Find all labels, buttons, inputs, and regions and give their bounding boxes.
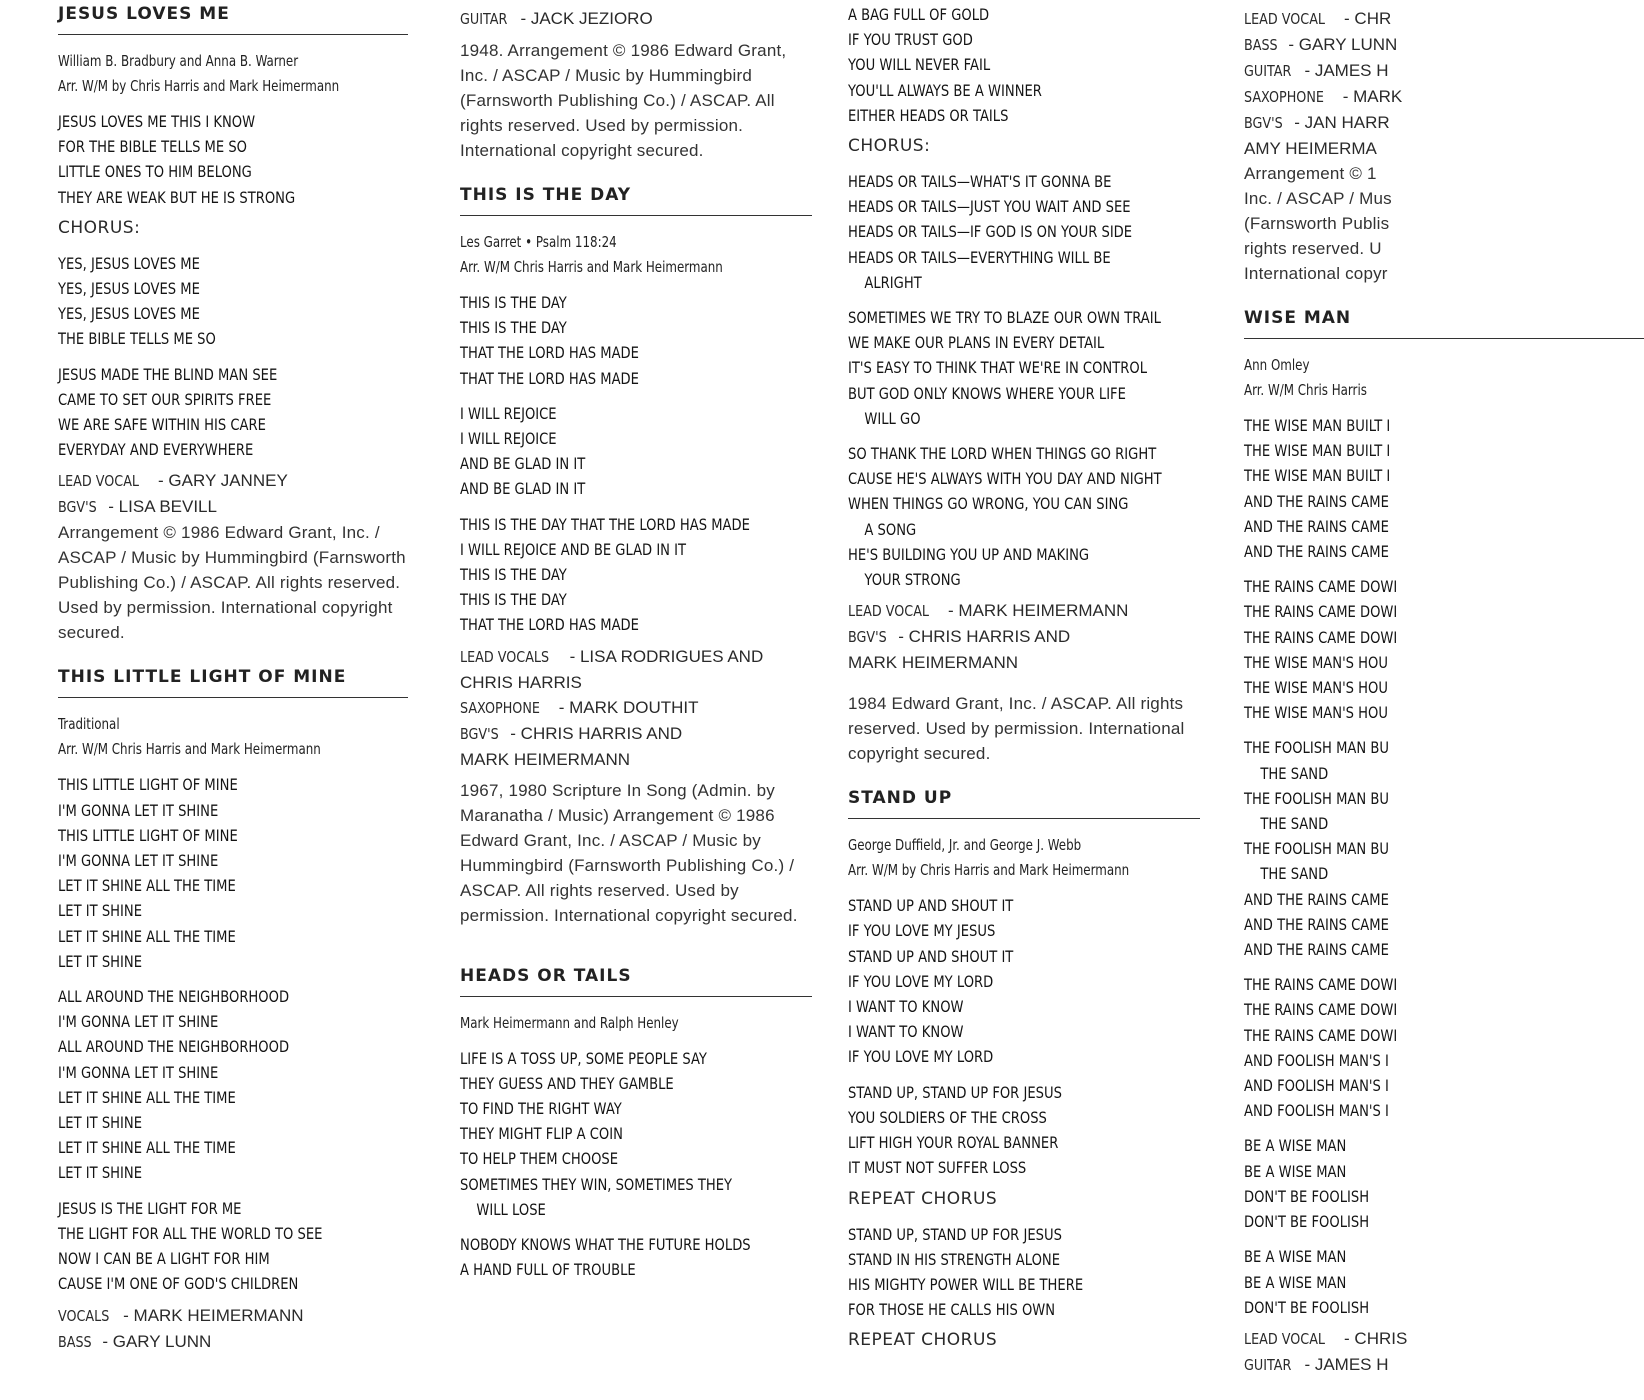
lyric-line: YES, JESUS LOVES ME: [58, 279, 200, 299]
lyric-line: YOU SOLDIERS OF THE CROSS: [848, 1107, 1047, 1127]
lyric-line: AND FOOLISH MAN'S I: [1244, 1050, 1389, 1070]
verse: [460, 512, 812, 638]
lyric-line: THE WISE MAN'S HOU: [1244, 652, 1388, 672]
lyric-line: THAT THE LORD HAS MADE: [460, 343, 639, 363]
lyric-line: LET IT SHINE ALL THE TIME: [58, 1087, 236, 1107]
lyric-line: ALRIGHT: [864, 272, 922, 292]
verse: [1244, 735, 1644, 962]
lyric-line: AND BE GLAD IN IT: [460, 479, 586, 499]
verse: [460, 1046, 812, 1222]
verse: [58, 1196, 408, 1297]
lyric-line: THIS IS THE DAY: [460, 565, 567, 585]
lyric-line: THAT THE LORD HAS MADE: [460, 615, 639, 635]
lyric-line: A BAG FULL OF GOLD: [848, 5, 990, 24]
lyric-line: YOU WILL NEVER FAIL: [848, 55, 991, 75]
musician-credit: BASS - GARY LUNN: [1244, 35, 1398, 54]
song-title-jesus-loves-me: JESUS LOVES ME: [58, 4, 408, 35]
lyric-line: YOUR STRONG: [864, 570, 961, 590]
verse: [1244, 413, 1644, 564]
lyric-line: CAUSE I'M ONE OF GOD'S CHILDREN: [58, 1274, 299, 1294]
lyric-line: LET IT SHINE: [58, 951, 143, 971]
lyric-line: THE FOOLISH MAN BU: [1244, 738, 1389, 758]
songwriter-credit: William B. Bradbury and Anna B. Warner: [58, 52, 299, 70]
lyric-line: THE RAINS CAME DOWI: [1244, 577, 1398, 597]
repeat-chorus-label: REPEAT CHORUS: [848, 1188, 998, 1209]
column-4: [1244, 0, 1644, 1378]
song-title-stand-up: STAND UP: [848, 788, 1200, 819]
copyright-notice: Arrangement © 1 Inc. / ASCAP / Mus (Farnsworth Publis rights reserved. U International copyr: [1244, 164, 1392, 283]
lyric-line: FOR THOSE HE CALLS HIS OWN: [848, 1300, 1056, 1320]
verse: [1244, 574, 1644, 725]
arranger-credit: Arr. W/M Chris Harris and Mark Heimermann: [460, 258, 723, 276]
songwriter-credit: Les Garret • Psalm 118:24: [460, 233, 617, 251]
lyric-line: I'M GONNA LET IT SHINE: [58, 1012, 219, 1032]
lyric-line: IF YOU LOVE MY JESUS: [848, 921, 996, 941]
lyric-line: HEADS OR TAILS—EVERYTHING WILL BE: [848, 247, 1111, 267]
lyric-line: ALL AROUND THE NEIGHBORHOOD: [58, 987, 290, 1007]
copyright-notice: 1984 Edward Grant, Inc. / ASCAP. All rights reserved. Used by permission. International copyright secured.: [848, 694, 1185, 764]
verse: [460, 1232, 812, 1282]
lyric-line: LITTLE ONES TO HIM BELONG: [58, 162, 252, 182]
musician-credit: LEAD VOCALS - LISA RODRIGUES AND: [460, 646, 764, 666]
copyright-notice: 1948. Arrangement © 1986 Edward Grant, Inc. / ASCAP / Music by Hummingbird (Farnsworth Publishing Co.) / ASCAP. All rights reserved. Used by permission. International copyright secured.: [460, 41, 787, 160]
lyric-line: WE ARE SAFE WITHIN HIS CARE: [58, 415, 266, 435]
songwriter-credit: Ann Omley: [1244, 356, 1310, 374]
verse: [848, 441, 1200, 592]
musician-credit: BGV'S - LISA BEVILL: [58, 497, 217, 517]
lyric-line: A HAND FULL OF TROUBLE: [460, 1260, 636, 1280]
lyric-line: THE WISE MAN'S HOU: [1244, 678, 1388, 698]
musician-credit: VOCALS - MARK HEIMERMANN: [58, 1305, 304, 1325]
lyric-line: THIS IS THE DAY: [460, 590, 567, 610]
lyric-line: HIS MIGHTY POWER WILL BE THERE: [848, 1274, 1084, 1294]
song-title-this-little-light: THIS LITTLE LIGHT OF MINE: [58, 667, 408, 698]
verse: [460, 290, 812, 391]
lyric-line: I WILL REJOICE AND BE GLAD IN IT: [460, 539, 687, 559]
lyric-line: IT MUST NOT SUFFER LOSS: [848, 1158, 1027, 1178]
verse: [848, 1080, 1200, 1181]
lyric-line: IT'S EASY TO THINK THAT WE'RE IN CONTROL: [848, 358, 1148, 378]
lyric-line: THEY MIGHT FLIP A COIN: [460, 1124, 623, 1144]
lyric-line: THIS IS THE DAY THAT THE LORD HAS MADE: [460, 514, 750, 534]
song-title-heads-or-tails: HEADS OR TAILS: [460, 966, 812, 997]
lyric-line: SOMETIMES WE TRY TO BLAZE OUR OWN TRAIL: [848, 308, 1161, 328]
lyric-line: BE A WISE MAN: [1244, 1136, 1347, 1156]
song-title-this-is-the-day: THIS IS THE DAY: [460, 185, 812, 216]
lyric-line: YES, JESUS LOVES ME: [58, 253, 200, 273]
chorus-label: CHORUS:: [58, 217, 141, 238]
verse: [848, 305, 1200, 431]
song-title-wise-man: WISE MAN: [1244, 308, 1644, 339]
lyric-line: LET IT SHINE ALL THE TIME: [58, 876, 236, 896]
lyric-line: LET IT SHINE ALL THE TIME: [58, 926, 236, 946]
musician-credit-cont: CHRIS HARRIS: [460, 672, 582, 692]
lyric-line: THE RAINS CAME DOWI: [1244, 1025, 1398, 1045]
arranger-credit: Arr. W/M by Chris Harris and Mark Heimermann: [58, 77, 340, 95]
lyric-line: AND THE RAINS CAME: [1244, 889, 1389, 909]
musician-credit-cont: MARK HEIMERMANN: [460, 749, 631, 769]
musician-credit: GUITAR - JAMES H: [1244, 1354, 1389, 1374]
musician-credit: BGV'S - JAN HARR: [1244, 113, 1390, 132]
lyric-line: I'M GONNA LET IT SHINE: [58, 851, 219, 871]
lyric-line: CAUSE HE'S ALWAYS WITH YOU DAY AND NIGHT: [848, 469, 1162, 489]
repeat-chorus-label: REPEAT CHORUS: [848, 1330, 998, 1351]
lyric-line: NOBODY KNOWS WHAT THE FUTURE HOLDS: [460, 1235, 751, 1255]
musician-credit: BASS - GARY LUNN: [58, 1331, 212, 1351]
lyric-line: DON'T BE FOOLISH: [1244, 1297, 1370, 1317]
lyric-line: STAND UP AND SHOUT IT: [848, 896, 1014, 916]
chorus: [848, 169, 1200, 295]
lyric-line: JESUS LOVES ME THIS I KNOW: [58, 112, 256, 131]
lyric-line: THIS LITTLE LIGHT OF MINE: [58, 775, 238, 795]
lyric-line: LET IT SHINE: [58, 901, 143, 921]
arranger-credit: Arr. W/M Chris Harris: [1244, 381, 1367, 399]
lyric-line: LIFT HIGH YOUR ROYAL BANNER: [848, 1133, 1059, 1153]
musician-credit: GUITAR - JACK JEZIORO: [460, 9, 653, 28]
lyric-line: THE SAND: [1260, 864, 1329, 884]
lyric-line: TO FIND THE RIGHT WAY: [460, 1099, 622, 1119]
lyric-line: THE WISE MAN BUILT I: [1244, 416, 1391, 435]
lyric-line: AND THE RAINS CAME: [1244, 491, 1389, 511]
lyric-line: HEADS OR TAILS—JUST YOU WAIT AND SEE: [848, 197, 1131, 217]
arranger-credit: Arr. W/M by Chris Harris and Mark Heimermann: [848, 861, 1130, 880]
musician-credit: LEAD VOCAL - GARY JANNEY: [58, 471, 288, 491]
lyric-line: THE WISE MAN BUILT I: [1244, 441, 1391, 461]
chorus-label: CHORUS:: [848, 136, 931, 157]
lyric-line: I WILL REJOICE: [460, 429, 557, 449]
lyric-line: HEADS OR TAILS—WHAT'S IT GONNA BE: [848, 172, 1112, 192]
lyric-line: THE RAINS CAME DOWI: [1244, 602, 1398, 622]
lyric-line: WILL GO: [864, 408, 921, 428]
lyric-line: THE WISE MAN BUILT I: [1244, 466, 1391, 486]
lyric-line: EVERYDAY AND EVERYWHERE: [58, 440, 254, 460]
musician-credit: BGV'S - CHRIS HARRIS AND: [460, 723, 683, 743]
verse: [848, 1222, 1200, 1323]
lyric-line: ALL AROUND THE NEIGHBORHOOD: [58, 1037, 290, 1057]
lyric-line: THE FOOLISH MAN BU: [1244, 788, 1389, 808]
lyric-line: CAME TO SET OUR SPIRITS FREE: [58, 389, 272, 409]
copyright-notice: 1967, 1980 Scripture In Song (Admin. by Maranatha / Music) Arrangement © 1986 Edward Grant, Inc. / ASCAP / Music by Hummingbird (Farnsworth Publishing Co.) / ASCAP. All rights reserved. Used by permission. International copyright secured.: [460, 780, 798, 925]
lyric-line: THE SAND: [1260, 763, 1329, 783]
lyric-line: THIS LITTLE LIGHT OF MINE: [58, 825, 238, 845]
lyric-line: LET IT SHINE ALL THE TIME: [58, 1138, 236, 1158]
lyric-line: HE'S BUILDING YOU UP AND MAKING: [848, 544, 1090, 564]
column-2: [460, 0, 812, 1288]
verse: [1244, 1244, 1644, 1320]
lyric-line: I WANT TO KNOW: [848, 1022, 964, 1042]
musician-credit: LEAD VOCAL - CHR: [1244, 9, 1392, 28]
lyric-line: THE FOOLISH MAN BU: [1244, 839, 1389, 859]
songwriter-credit: Traditional: [58, 715, 120, 734]
musician-credit: GUITAR - JAMES H: [1244, 61, 1389, 80]
lyric-line: WHEN THINGS GO WRONG, YOU CAN SING: [848, 494, 1129, 514]
verse: [848, 2, 1200, 128]
lyric-line: BE A WISE MAN: [1244, 1161, 1347, 1181]
lyric-line: LIFE IS A TOSS UP, SOME PEOPLE SAY: [460, 1048, 707, 1068]
lyric-line: THE SAND: [1260, 814, 1329, 834]
verse: [1244, 1133, 1644, 1234]
lyric-line: JESUS MADE THE BLIND MAN SEE: [58, 364, 278, 384]
copyright-notice: Arrangement © 1986 Edward Grant, Inc. / ASCAP / Music by Hummingbird (Farnsworth Publishing Co.) / ASCAP. All rights reserved. Used by permission. International copyright secured.: [58, 523, 406, 643]
musician-credit: SAXOPHONE - MARK: [1244, 87, 1403, 106]
lyric-line: AND THE RAINS CAME: [1244, 914, 1389, 934]
lyric-line: BUT GOD ONLY KNOWS WHERE YOUR LIFE: [848, 383, 1126, 403]
verse: [460, 401, 812, 502]
lyric-line: JESUS IS THE LIGHT FOR ME: [58, 1198, 242, 1218]
lyric-line: SO THANK THE LORD WHEN THINGS GO RIGHT: [848, 444, 1157, 464]
lyric-line: STAND IN HIS STRENGTH ALONE: [848, 1249, 1061, 1269]
chorus: [58, 251, 408, 352]
lyric-line: THE RAINS CAME DOWI: [1244, 975, 1398, 995]
musician-credit-cont: MARK HEIMERMANN: [848, 653, 1019, 673]
musician-credit: LEAD VOCAL - MARK HEIMERMANN: [848, 601, 1129, 621]
musician-credit: BGV'S - CHRIS HARRIS AND: [848, 627, 1071, 647]
songwriter-credit: Mark Heimermann and Ralph Henley: [460, 1013, 679, 1032]
column-3: [848, 0, 1200, 1353]
lyric-line: EITHER HEADS OR TAILS: [848, 105, 1009, 125]
column-1: [58, 0, 408, 1355]
lyric-line: STAND UP, STAND UP FOR JESUS: [848, 1224, 1062, 1244]
lyric-line: IF YOU LOVE MY LORD: [848, 971, 994, 991]
lyric-line: DON'T BE FOOLISH: [1244, 1186, 1370, 1206]
lyric-line: AND FOOLISH MAN'S I: [1244, 1101, 1389, 1121]
lyric-line: NOW I CAN BE A LIGHT FOR HIM: [58, 1249, 270, 1269]
verse: [58, 109, 408, 210]
musician-credit: LEAD VOCAL - CHRIS: [1244, 1328, 1408, 1348]
arranger-credit: Arr. W/M Chris Harris and Mark Heimermann: [58, 740, 321, 759]
lyric-line: I WILL REJOICE: [460, 403, 557, 423]
lyric-line: LET IT SHINE: [58, 1113, 143, 1133]
lyric-line: SOMETIMES THEY WIN, SOMETIMES THEY: [460, 1174, 733, 1194]
lyric-line: AND FOOLISH MAN'S I: [1244, 1076, 1389, 1096]
musician-credit-cont: AMY HEIMERMA: [1244, 139, 1377, 158]
lyric-line: THE BIBLE TELLS ME SO: [58, 329, 216, 349]
lyric-line: A SONG: [864, 519, 917, 539]
lyric-line: THE RAINS CAME DOWI: [1244, 627, 1398, 647]
lyric-line: STAND UP AND SHOUT IT: [848, 946, 1014, 966]
verse: [58, 362, 408, 463]
lyric-line: WILL LOSE: [476, 1199, 546, 1219]
lyric-line: IF YOU TRUST GOD: [848, 30, 973, 50]
songwriter-credit: George Duffield, Jr. and George J. Webb: [848, 836, 1082, 855]
lyric-line: YOU'LL ALWAYS BE A WINNER: [848, 80, 1042, 100]
lyric-line: TO HELP THEM CHOOSE: [460, 1149, 619, 1169]
lyric-line: YES, JESUS LOVES ME: [58, 304, 200, 324]
lyric-line: AND THE RAINS CAME: [1244, 542, 1389, 562]
lyric-line: DON'T BE FOOLISH: [1244, 1212, 1370, 1232]
lyric-line: BE A WISE MAN: [1244, 1272, 1347, 1292]
verse: [1244, 972, 1644, 1123]
lyric-line: FOR THE BIBLE TELLS ME SO: [58, 137, 247, 157]
verse: [58, 772, 408, 974]
lyric-line: THEY ARE WEAK BUT HE IS STRONG: [58, 187, 296, 207]
lyric-line: AND THE RAINS CAME: [1244, 516, 1389, 536]
lyric-line: THE LIGHT FOR ALL THE WORLD TO SEE: [58, 1223, 323, 1243]
lyric-line: AND BE GLAD IN IT: [460, 454, 586, 474]
lyric-line: LET IT SHINE: [58, 1163, 143, 1183]
lyric-line: HEADS OR TAILS—IF GOD IS ON YOUR SIDE: [848, 222, 1133, 242]
verse: [848, 893, 1200, 1069]
verse: [58, 984, 408, 1186]
lyric-line: THE WISE MAN'S HOU: [1244, 703, 1388, 723]
lyric-line: THE RAINS CAME DOWI: [1244, 1000, 1398, 1020]
lyric-line: THAT THE LORD HAS MADE: [460, 368, 639, 388]
lyric-line: I WANT TO KNOW: [848, 997, 964, 1017]
lyric-line: WE MAKE OUR PLANS IN EVERY DETAIL: [848, 333, 1105, 353]
lyric-line: THEY GUESS AND THEY GAMBLE: [460, 1073, 674, 1093]
lyric-line: STAND UP, STAND UP FOR JESUS: [848, 1082, 1062, 1102]
lyric-line: I'M GONNA LET IT SHINE: [58, 800, 219, 820]
lyric-line: THIS IS THE DAY: [460, 318, 567, 338]
musician-credit: SAXOPHONE - MARK DOUTHIT: [460, 697, 699, 717]
lyric-line: I'M GONNA LET IT SHINE: [58, 1062, 219, 1082]
lyric-line: IF YOU LOVE MY LORD: [848, 1047, 994, 1067]
lyric-line: BE A WISE MAN: [1244, 1247, 1347, 1267]
lyric-line: THIS IS THE DAY: [460, 293, 567, 312]
lyric-line: AND THE RAINS CAME: [1244, 940, 1389, 960]
